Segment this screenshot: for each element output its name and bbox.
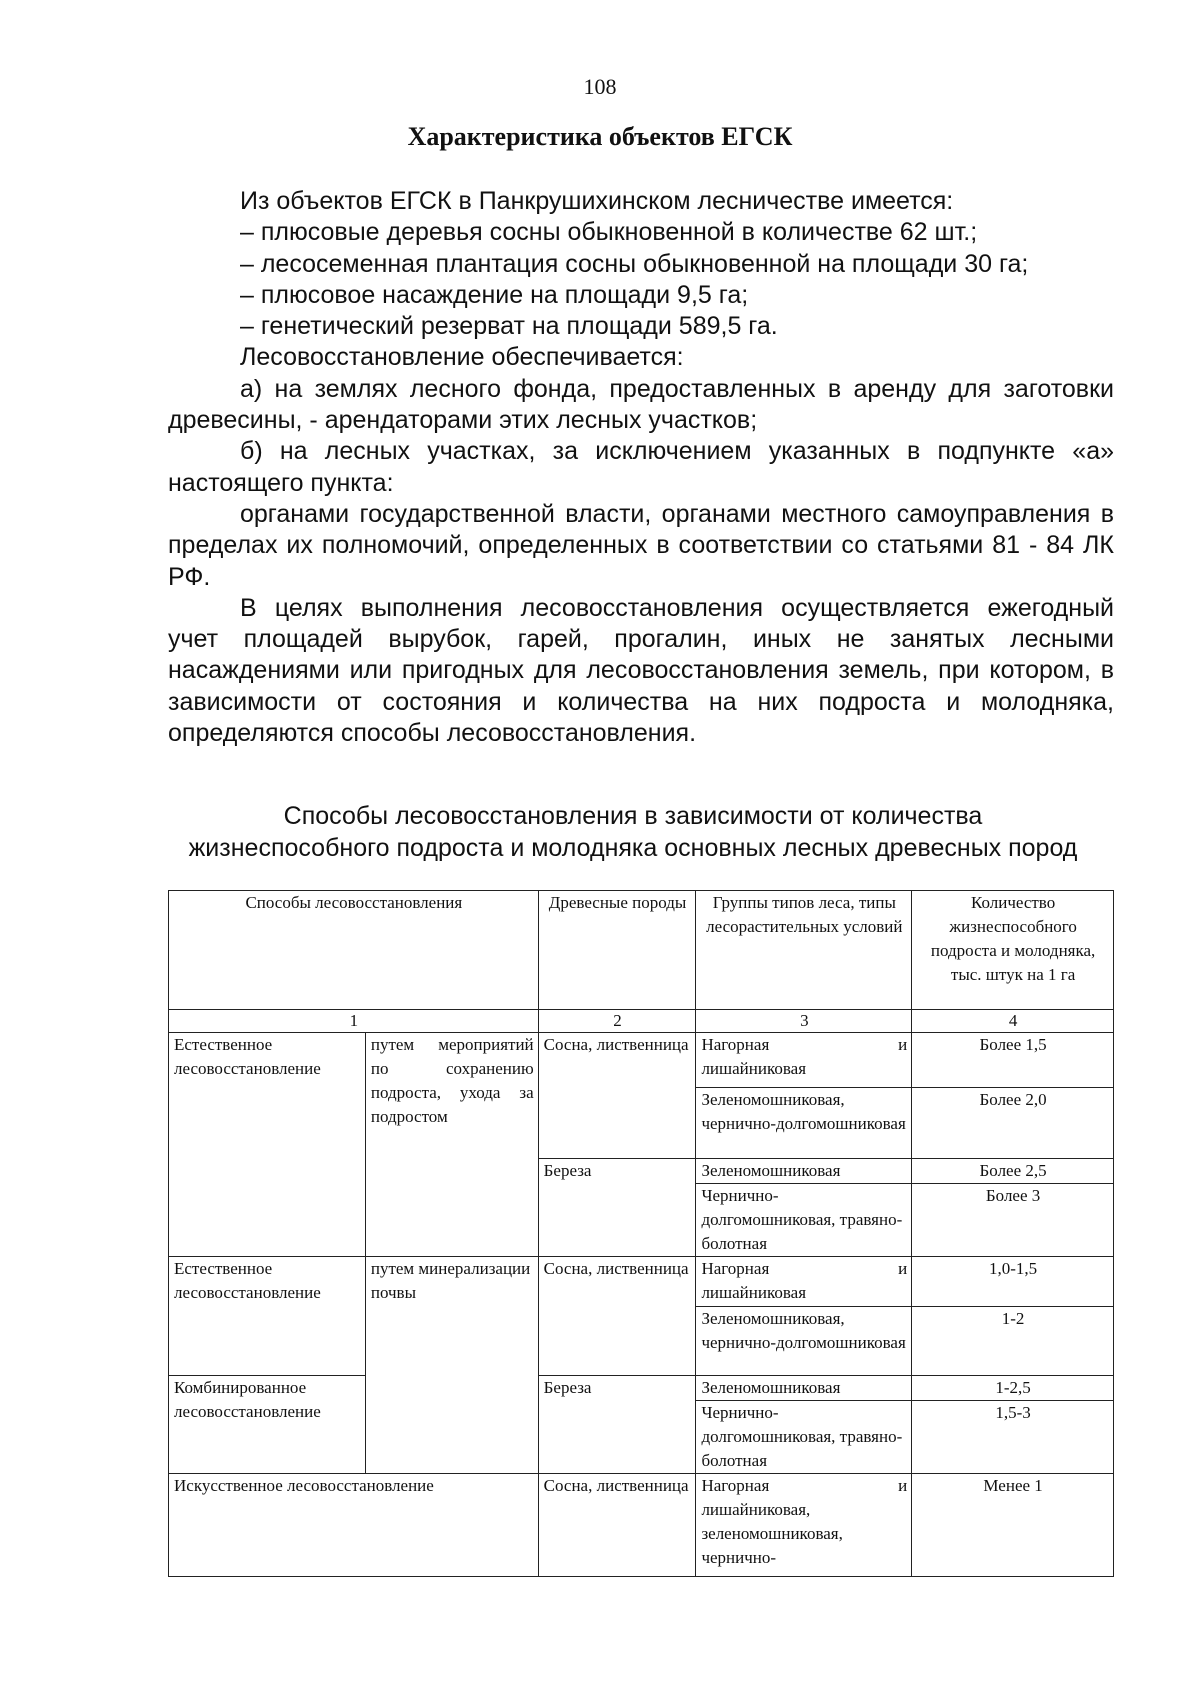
species-cell: Береза xyxy=(538,1159,696,1257)
quantity-cell: 1-2,5 xyxy=(912,1376,1114,1401)
header-methods: Способы лесовосстановления xyxy=(169,891,539,1010)
list-item: – генетический резерват на площади 589,5 га. xyxy=(240,312,778,341)
species-cell: Сосна, лиственница xyxy=(538,1257,696,1376)
table-caption-line: Способы лесовосстановления в зависимости от количества xyxy=(283,802,983,830)
list-item: – лесосеменная плантация сосны обыкновенной на площади 30 га; xyxy=(240,249,1029,278)
forest-type-text: лишайниковая xyxy=(701,1283,807,1302)
quantity-cell: Более 2,0 xyxy=(912,1088,1114,1159)
column-number: 2 xyxy=(538,1010,696,1033)
page-title: Характеристика объектов ЕГСК xyxy=(407,122,793,151)
quantity-cell: 1,0-1,5 xyxy=(912,1257,1114,1307)
forest-type-cell xyxy=(696,1033,912,1088)
list-item: – плюсовое насаждение на площади 9,5 га; xyxy=(240,280,749,309)
species-cell: Сосна, лиственница xyxy=(538,1033,696,1159)
paragraph-item-b: б) на лесных участках, за исключением указанных в подпункте «а» настоящего пункта: xyxy=(168,437,1114,497)
page-number: 108 xyxy=(583,74,617,99)
quantity-cell: Менее 1 xyxy=(912,1474,1114,1577)
table-caption-line: жизнеспособного подроста и молодняка основных лесных древесных пород xyxy=(188,834,1078,862)
body-text xyxy=(168,186,1114,749)
quantity-cell: 1,5-3 xyxy=(912,1401,1114,1474)
paragraph-authorities: органами государственной власти, органами местного самоуправления в пределах их полномочий, определенных в соответствии со статьями 81 - 84 ЛК РФ. xyxy=(168,499,1114,591)
forest-type-cell: Зеленомошниковая, чернично-долгомошниковая xyxy=(696,1307,912,1376)
forest-type-cell: Зеленомошниковая xyxy=(696,1376,912,1401)
forest-type-cell: Зеленомошниковая, чернично-долгомошниковая xyxy=(696,1088,912,1159)
quantity-cell: Более 2,5 xyxy=(912,1159,1114,1184)
forest-type-cell: Зеленомошниковая xyxy=(696,1159,912,1184)
column-number: 4 xyxy=(912,1010,1114,1033)
method-combined: Комбинированное лесовосстановление xyxy=(169,1376,366,1474)
header-quantity: Количество жизнеспособного подроста и молодняка, тыс. штук на 1 га xyxy=(912,891,1114,1010)
table-header-row xyxy=(169,891,1114,1010)
table-caption xyxy=(150,800,1116,864)
table-row xyxy=(169,1376,1114,1401)
method-artificial: Искусственное лесовосстановление xyxy=(169,1474,539,1577)
forest-type-cell xyxy=(696,1474,912,1577)
list-item: – плюсовые деревья сосны обыкновенной в количестве 62 шт.; xyxy=(240,218,978,247)
table-row xyxy=(169,1474,1114,1577)
header-forest-groups: Группы типов леса, типы лесорастительных условий xyxy=(696,891,912,1010)
quantity-cell: Более 1,5 xyxy=(912,1033,1114,1088)
table-row xyxy=(169,1257,1114,1307)
method-way-preservation: путем мероприятий по сохранению подроста, ухода за подростом xyxy=(365,1033,538,1257)
forest-type-cell: Чернично-долгомошниковая, травяно-болотная xyxy=(696,1401,912,1474)
column-number: 1 xyxy=(169,1010,539,1033)
method-way-mineralization: путем минерализации почвы xyxy=(365,1257,538,1474)
forest-type-text: Нагорная xyxy=(701,1476,770,1495)
forest-type-conjunction: и xyxy=(898,1035,908,1054)
paragraph-intro: Из объектов ЕГСК в Панкрушихинском лесничестве имеется: xyxy=(240,187,954,215)
species-cell: Сосна, лиственница xyxy=(538,1474,696,1577)
paragraph-item-a: а) на землях лесного фонда, предоставленных в аренду для заготовки древесины, - арендаторами этих лесных участков; xyxy=(168,374,1114,435)
forest-type-text: лишайниковая xyxy=(701,1059,807,1078)
forest-type-text: Нагорная xyxy=(701,1259,770,1278)
column-number: 3 xyxy=(696,1010,912,1033)
column-number-row xyxy=(169,1010,1114,1033)
quantity-cell: 1-2 xyxy=(912,1307,1114,1376)
forest-type-text: лишайниковая, зеленомошниковая, чернично- xyxy=(701,1500,843,1567)
forest-type-cell: Чернично-долгомошниковая, травяно-болотная xyxy=(696,1184,912,1257)
quantity-cell: Более 3 xyxy=(912,1184,1114,1257)
forest-type-text: Нагорная xyxy=(701,1035,770,1054)
paragraph-accounting: В целях выполнения лесовосстановления осуществляется ежегодный учет площадей вырубок, гарей, прогалин, иных не занятых лесными насаждениями или пригодных для лесовосстановления земель, при котором, в зависимости от состояния и количества на них подроста и молодняка, определяются способы лесовосстановления. xyxy=(168,593,1114,748)
species-cell: Береза xyxy=(538,1376,696,1474)
forest-type-conjunction: и xyxy=(898,1259,908,1278)
header-species: Древесные породы xyxy=(538,891,696,1010)
method-natural-preservation: Естественное лесовосстановление xyxy=(169,1033,366,1257)
table-row xyxy=(169,1033,1114,1088)
reforestation-methods-table xyxy=(168,890,1114,1577)
paragraph-reforestation: Лесовосстановление обеспечивается: xyxy=(240,343,684,372)
forest-type-conjunction: и xyxy=(898,1476,908,1495)
forest-type-cell xyxy=(696,1257,912,1307)
method-natural-mineralization: Естественное лесовосстановление xyxy=(169,1257,366,1376)
